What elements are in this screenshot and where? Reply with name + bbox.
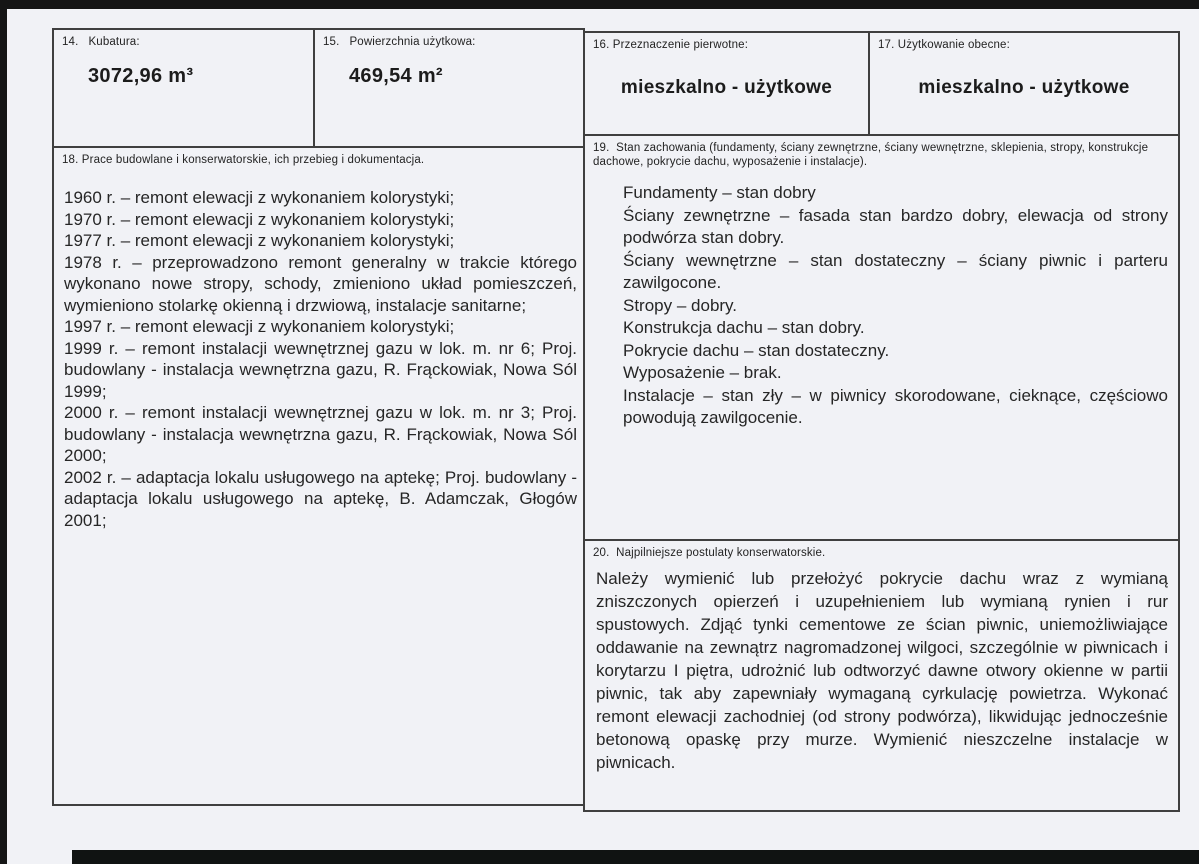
condition-entry: Wyposażenie – brak. — [623, 363, 782, 382]
field-20-label: 20. Najpilniejsze postulaty konserwatorskie. — [593, 547, 826, 559]
field-17-value: mieszkalno - użytkowe — [918, 77, 1130, 98]
field-18-prace-budowlane — [52, 146, 585, 806]
work-history-entry: 1970 r. – remont elewacji z wykonaniem kolorystyki; — [64, 209, 455, 229]
condition-entry: Ściany wewnętrzne – stan dostateczny – ściany piwnic i parteru zawilgocone. — [623, 250, 1168, 292]
work-history-entry: 2000 r. – remont instalacji wewnętrznej gazu w lok. m. nr 3; Proj. budowlany - instalacja wewnętrzna gazu, R. Frąckowiak, Nowa Sól 2000; — [64, 403, 577, 465]
field-16-label: 16. Przeznaczenie pierwotne: — [593, 39, 749, 51]
work-history-entry: 1978 r. – przeprowadzono remont generalny w trakcie którego wykonano nowe stropy, schody, zmieniono układ pomieszczeń, wymieniono stolarkę okienną i drzwiową, instalacje sanitarne; — [64, 252, 577, 315]
field-19-entries — [585, 169, 1178, 430]
field-16-przeznaczenie-pierwotne — [583, 31, 870, 136]
field-19-stan-zachowania — [583, 134, 1180, 541]
scan-edge-left — [0, 0, 7, 864]
condition-entry: Konstrukcja dachu – stan dobry. — [623, 318, 865, 337]
field-17-uzytkowanie-obecne — [868, 31, 1180, 136]
field-20-text: Należy wymienić lub przełożyć pokrycie dachu wraz z wymianą zniszczonych opierzeń i uzupełnieniem lub wymianą rynien i rur spustowych. Zdjąć tynki cementowe ze ścian piwnic, uniemożliwiające oddawanie na zewnątrz nagromadzonej wilgoci, szczególnie w piwnicach i korytarzu I piętra, udrożnić lub odtworzyć dawne otwory okienne w partii piwnic, tak aby zapewniały wymaganą cyrkulację powietrza. Wykonać remont elewacji zachodniej (od strony podwórza), likwidując jednocześnie betonową opaskę przy murze. Wymienić nieszczelne instalacje w piwnicach. — [596, 569, 1168, 772]
field-15-value: 469,54 m² — [349, 65, 443, 87]
field-15-label: 15. Powierzchnia użytkowa: — [323, 36, 476, 48]
scan-edge-bottom — [72, 850, 1199, 864]
field-16-value: mieszkalno - użytkowe — [620, 77, 833, 98]
field-18-entries — [54, 167, 583, 531]
field-20-postulaty-konserwatorskie — [583, 539, 1180, 812]
work-history-entry: 1960 r. – remont elewacji z wykonaniem kolorystyki; — [64, 188, 455, 207]
field-17-label: 17. Użytkowanie obecne: — [878, 39, 1010, 51]
field-19-label: 19. Stan zachowania (fundamenty, ściany zewnętrzne, ściany wewnętrzne, sklepienia, stropy, konstrukcje dachowe, pokrycie dachu, wyposażenie i instalacje). — [593, 142, 1152, 168]
condition-entry: Fundamenty – stan dobry — [623, 183, 816, 202]
work-history-entry: 1997 r. – remont elewacji z wykonaniem kolorystyki; — [64, 317, 455, 336]
condition-entry: Ściany zewnętrzne – fasada stan bardzo dobry, elewacja od strony podwórza stan dobry. — [623, 205, 1168, 247]
condition-entry: Stropy – dobry. — [623, 295, 738, 315]
field-15-powierzchnia-uzytkowa — [313, 28, 585, 148]
field-14-label: 14. Kubatura: — [62, 36, 140, 48]
work-history-entry: 2002 r. – adaptacja lokalu usługowego na aptekę; Proj. budowlany - adaptacja lokalu usługowego na aptekę, B. Adamczak, Głogów 2001; — [64, 467, 577, 530]
work-history-entry: 1999 r. – remont instalacji wewnętrznej gazu w lok. m. nr 6; Proj. budowlany - instalacja wewnętrzna gazu, R. Frąckowiak, Nowa Sól 1999; — [64, 338, 577, 401]
field-14-value: 3072,96 m³ — [88, 65, 194, 87]
condition-entry: Pokrycie dachu – stan dostateczny. — [623, 340, 890, 360]
field-18-label: 18. Prace budowlane i konserwatorskie, ich przebieg i dokumentacja. — [62, 154, 425, 166]
condition-entry: Instalacje – stan zły – w piwnicy skorodowane, cieknące, częściowo powodują zawilgocenie. — [623, 385, 1168, 427]
work-history-entry: 1977 r. – remont elewacji z wykonaniem kolorystyki; — [64, 231, 455, 250]
scan-edge-top — [0, 0, 1199, 9]
field-14-kubatura — [52, 28, 315, 148]
